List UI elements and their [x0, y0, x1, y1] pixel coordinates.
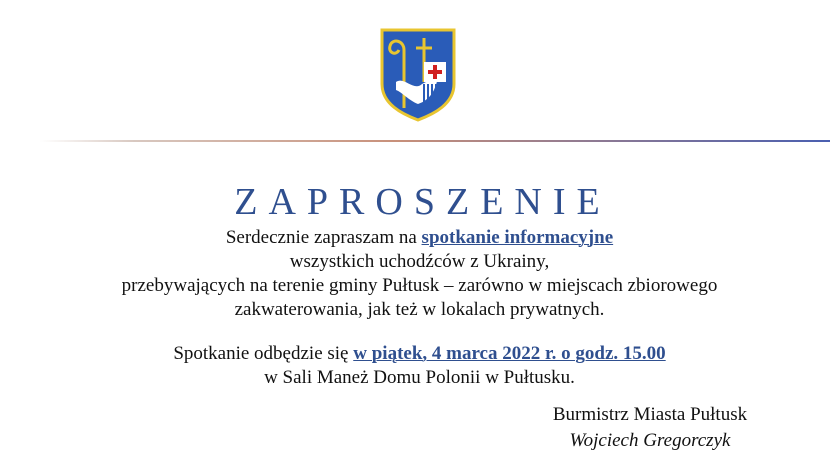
invitation-line-2: wszystkich uchodźców z Ukrainy,	[289, 251, 550, 272]
invitation-line-4: zakwaterowania, jak też w lokalach prywatnych.	[234, 299, 605, 320]
coat-of-arms-logo	[378, 26, 458, 122]
signature-block	[520, 402, 780, 454]
meeting-location-line: w Sali Maneż Domu Polonii w Pułtusku.	[264, 367, 575, 388]
signature-name: Wojciech Gregorczyk	[569, 430, 731, 451]
meeting-intro-text: Spotkanie odbędzie się	[173, 343, 354, 364]
signature-position: Burmistrz Miasta Pułtusk	[552, 404, 748, 425]
invitation-line-3: przebywających na terenie gminy Pułtusk – zarówno w miejscach zbiorowego	[121, 275, 718, 296]
invitation-line-1	[0, 226, 839, 250]
info-meeting-link: spotkanie informacyjne	[421, 227, 614, 248]
page-title: ZAPROSZENIE	[234, 181, 611, 223]
meeting-details-paragraph	[0, 342, 839, 390]
meeting-date-highlight: w piątek, 4 marca 2022 r. o godz. 15.00	[353, 343, 666, 364]
invitation-paragraph	[0, 226, 839, 322]
meeting-date-line	[0, 342, 839, 366]
header-divider	[40, 140, 830, 142]
invitation-text: Serdecznie zapraszam na	[225, 227, 422, 248]
